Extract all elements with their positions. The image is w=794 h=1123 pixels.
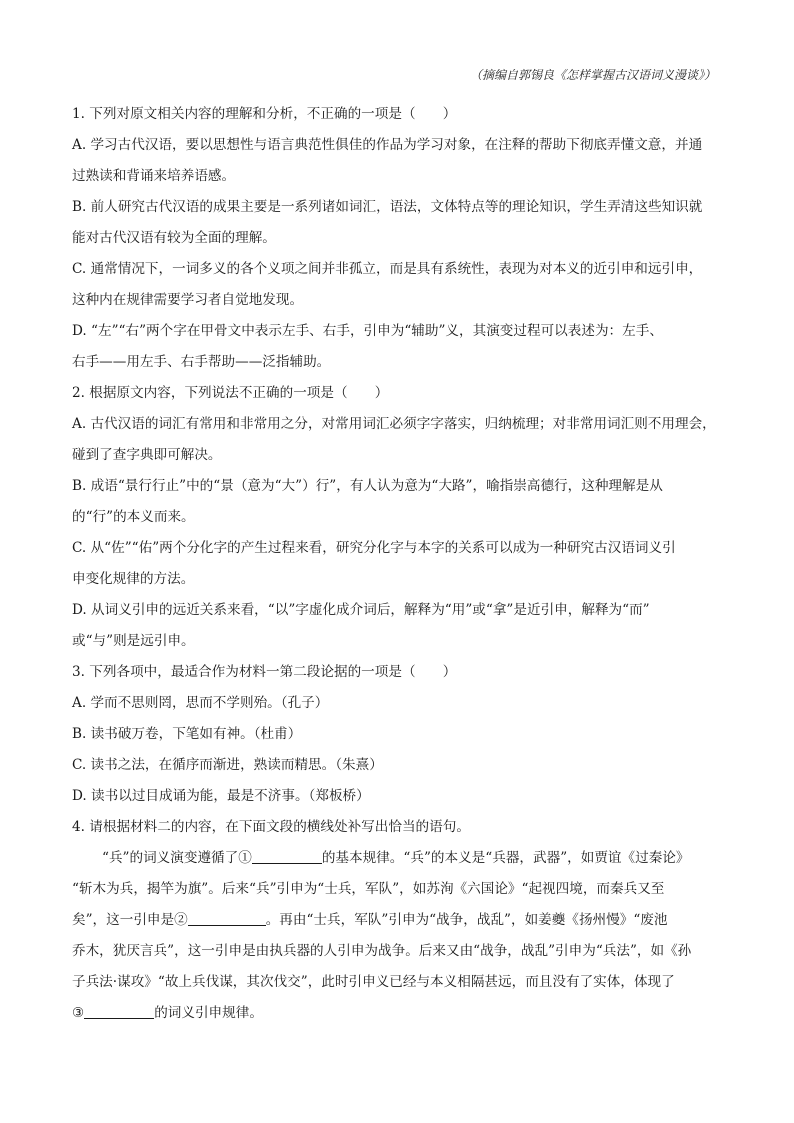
option-d: D. 从词义引申的远近关系来看，“以”字虚化成介词后，解释为“用”或“拿”是近引申，解释为“而” <box>72 602 650 618</box>
passage-line: “斩木为兵，揭竿为旗”。后来“兵”引申为“士兵，军队”，如苏洵《六国论》“起视四境，而秦兵又至 <box>72 881 665 897</box>
answer-blank-3[interactable] <box>84 1002 154 1019</box>
passage-line <box>72 998 736 1029</box>
answer-blank-2[interactable] <box>188 909 266 926</box>
passage-text: 的基本规律。“兵”的本义是“兵器，武器”，如贾谊《过秦论》 <box>321 850 690 866</box>
question-content <box>72 99 736 1029</box>
option-a: A. 学习古代汉语，要以思想性与语言典范性俱佳的作品为学习对象，在注释的帮助下彻底弄懂文意，并通 <box>72 137 703 153</box>
option-b: B. 前人研究古代汉语的成果主要是一系列诸如词汇，语法，文体特点等的理论知识，学生弄清这些知识就 <box>72 199 703 215</box>
passage-text: 的词义引申规律。 <box>154 1005 263 1021</box>
option-c: C. 通常情况下，一词多义的各个义项之间并非孤立，而是具有系统性，表现为对本义的近引申和远引申， <box>72 261 703 277</box>
answer-blank-1[interactable] <box>252 847 322 864</box>
source-citation: （摘编自郭锡良《怎样掌握古汉语词义漫谈》） <box>469 68 716 82</box>
question-3 <box>72 657 736 812</box>
option-a: A. 学而不思则罔，思而不学则殆。（孔子） <box>72 695 329 711</box>
question-2 <box>72 378 736 657</box>
question-stem: 3. 下列各项中，最适合作为材料一第二段论据的一项是（ ） <box>72 664 457 680</box>
option-a-cont: 过熟读和背诵来培养语感。 <box>72 168 236 184</box>
option-b-cont: 能对古代汉语有较为全面的理解。 <box>72 230 276 246</box>
question-1 <box>72 99 736 378</box>
option-c-cont: 申变化规律的方法。 <box>72 571 195 587</box>
question-stem: 4. 请根据材料二的内容，在下面文段的横线处补写出恰当的语句。 <box>72 819 470 835</box>
option-d-cont: 或“与”则是远引申。 <box>72 633 195 649</box>
option-b: B. 读书破万卷，下笔如有神。（杜甫） <box>72 726 302 742</box>
option-d: D. “左”“右”两个字在甲骨文中表示左手、右手，引申为“辅助”义，其演变过程可以表述为：左手、 <box>72 323 663 339</box>
question-stem: 2. 根据原文内容，下列说法不正确的一项是（ ） <box>72 385 389 401</box>
option-b-cont: 的“行”的本义而来。 <box>72 509 195 525</box>
question-stem: 1. 下列对原文相关内容的理解和分析，不正确的一项是（ ） <box>72 106 457 122</box>
passage-line <box>72 843 736 874</box>
option-d: D. 读书以过目成诵为能，最是不济事。（郑板桥） <box>72 788 370 804</box>
option-c-cont: 这种内在规律需要学习者自觉地发现。 <box>72 292 304 308</box>
option-c: C. 从“佐”“佑”两个分化字的产生过程来看，研究分化字与本字的关系可以成为一种研究古汉语词义引 <box>72 540 676 556</box>
option-c: C. 读书之法，在循序而渐进，熟读而精思。（朱熹） <box>72 757 383 773</box>
passage-text: “兵”的词义演变遵循了① <box>102 850 252 866</box>
passage-text: 。再由“士兵，军队”引申为“战争，战乱”，如姜夔《扬州慢》“废池 <box>265 912 668 928</box>
option-d-cont: 右手——用左手、右手帮助——泛指辅助。 <box>72 354 331 370</box>
passage-line: 乔木，犹厌言兵”，这一引申是由执兵器的人引申为战争。后来又由“战争，战乱”引申为“兵法”，如《孙 <box>72 943 692 959</box>
question-4 <box>72 812 736 1029</box>
passage-line: 子兵法·谋攻》“故上兵伐谋，其次伐交”，此时引申义已经与本义相隔甚远，而且没有了实体，体现了 <box>72 974 675 990</box>
option-b: B. 成语“景行行止”中的“景（意为“大”）行”，有人认为意为“大路”，喻指崇高德行，这种理解是从 <box>72 478 663 494</box>
option-a-cont: 碰到了查字典即可解决。 <box>72 447 222 463</box>
passage-line <box>72 905 736 936</box>
passage-text: 矣”，这一引申是② <box>72 912 188 928</box>
passage-text: ③ <box>72 1005 85 1021</box>
option-a: A. 古代汉语的词汇有常用和非常用之分，对常用词汇必须字字落实，归纳梳理；对非常用词汇则不用理会， <box>72 416 716 432</box>
